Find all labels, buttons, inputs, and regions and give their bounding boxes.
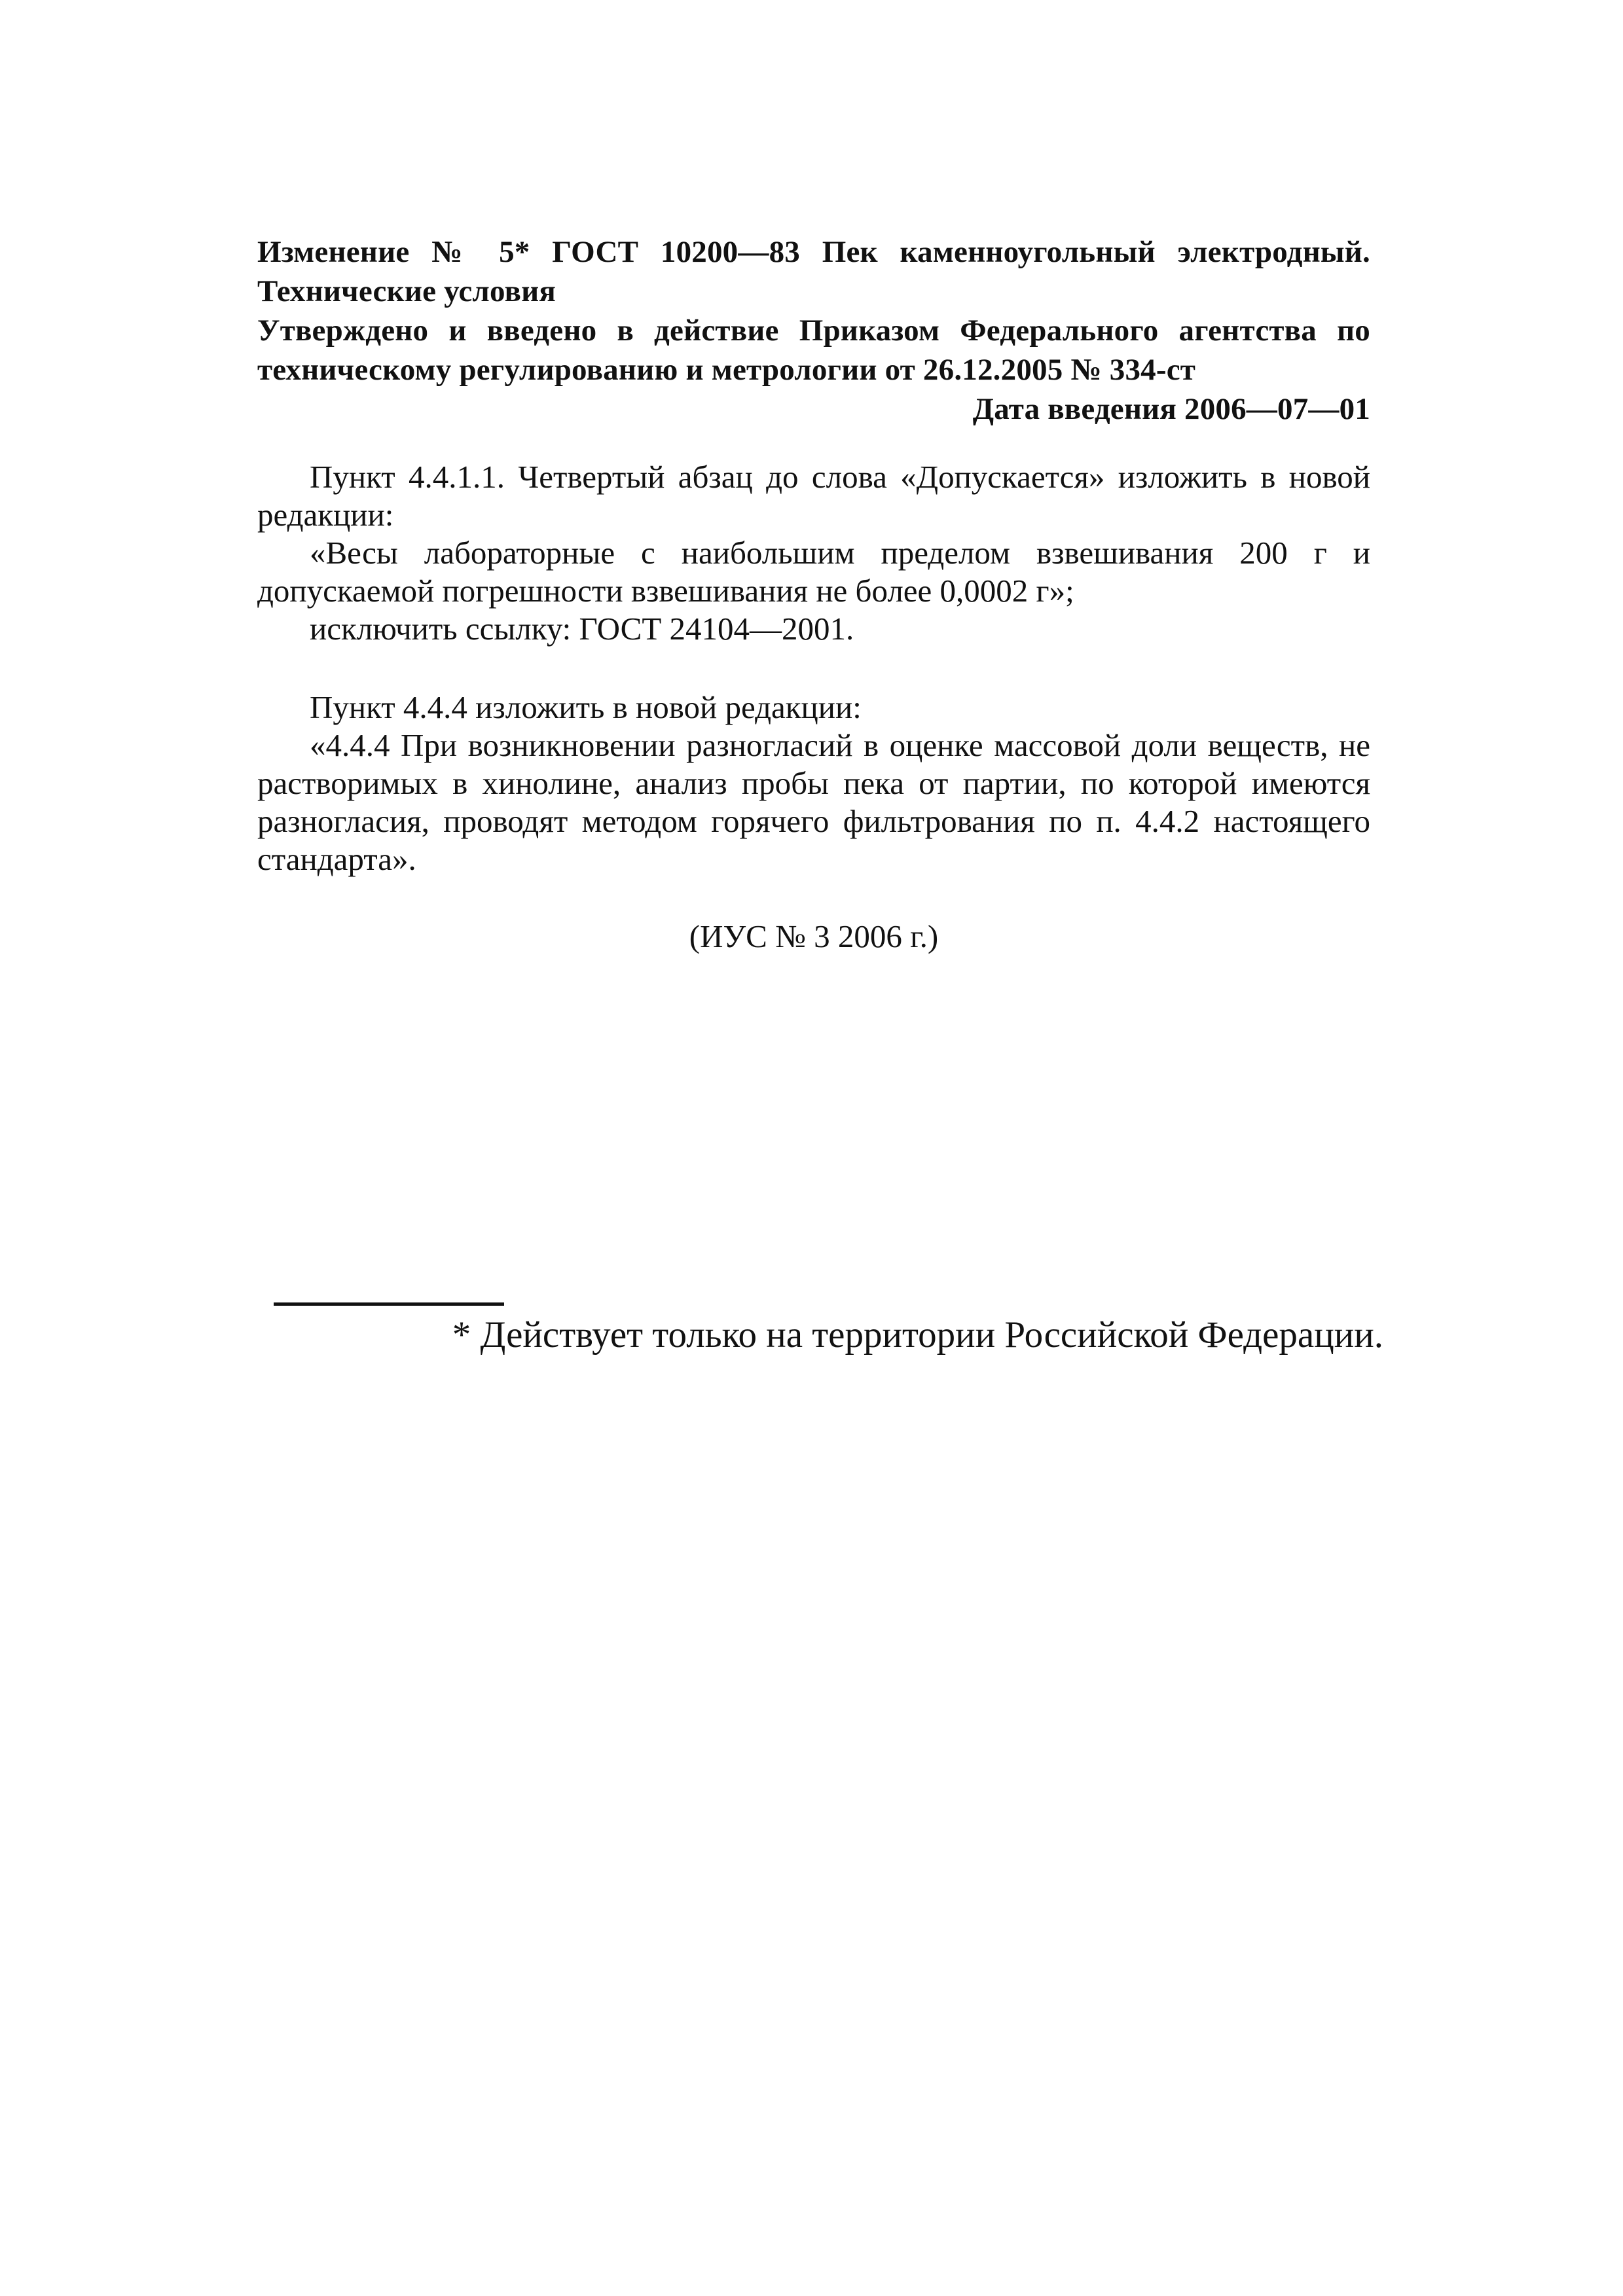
section2-quote: «4.4.4 При возникновении разногласий в оценке массовой доли веществ, не растворимых в хинолине, анализ пробы пека от партии, по которой имеются разногласия, проводят методом горячего фильтрования по п. 4.4.2 настоящего стандарта».: [257, 727, 1370, 877]
ius-reference: (ИУС № 3 2006 г.): [689, 918, 939, 954]
effective-date: Дата введения 2006—07—01: [972, 392, 1370, 426]
section-4-4-1-1: [257, 458, 1370, 648]
footnote: * Действует только на территории Российской Федерации.: [452, 1314, 1383, 1355]
amendment-header: [257, 232, 1370, 429]
section2-intro: Пункт 4.4.4 изложить в новой редакции:: [310, 689, 862, 725]
footnote-divider: [274, 1302, 504, 1306]
section-4-4-4: [257, 689, 1370, 878]
approval-statement: Утверждено и введено в действие Приказом Федерального агентства по техническому регулированию и метрологии от 26.12.2005 № 334-ст: [257, 314, 1370, 387]
amendment-title: Изменение № 5* ГОСТ 10200—83 Пек каменноугольный электродный. Технические условия: [257, 235, 1370, 308]
section1-exclude: исключить ссылку: ГОСТ 24104—2001.: [310, 611, 854, 647]
section1-intro: Пункт 4.4.1.1. Четвертый абзац до слова «Допускается» изложить в новой редакции:: [257, 459, 1370, 533]
section1-quote: «Весы лабораторные с наибольшим пределом взвешивания 200 г и допускаемой погрешности взвешивания не более 0,0002 г»;: [257, 535, 1370, 609]
